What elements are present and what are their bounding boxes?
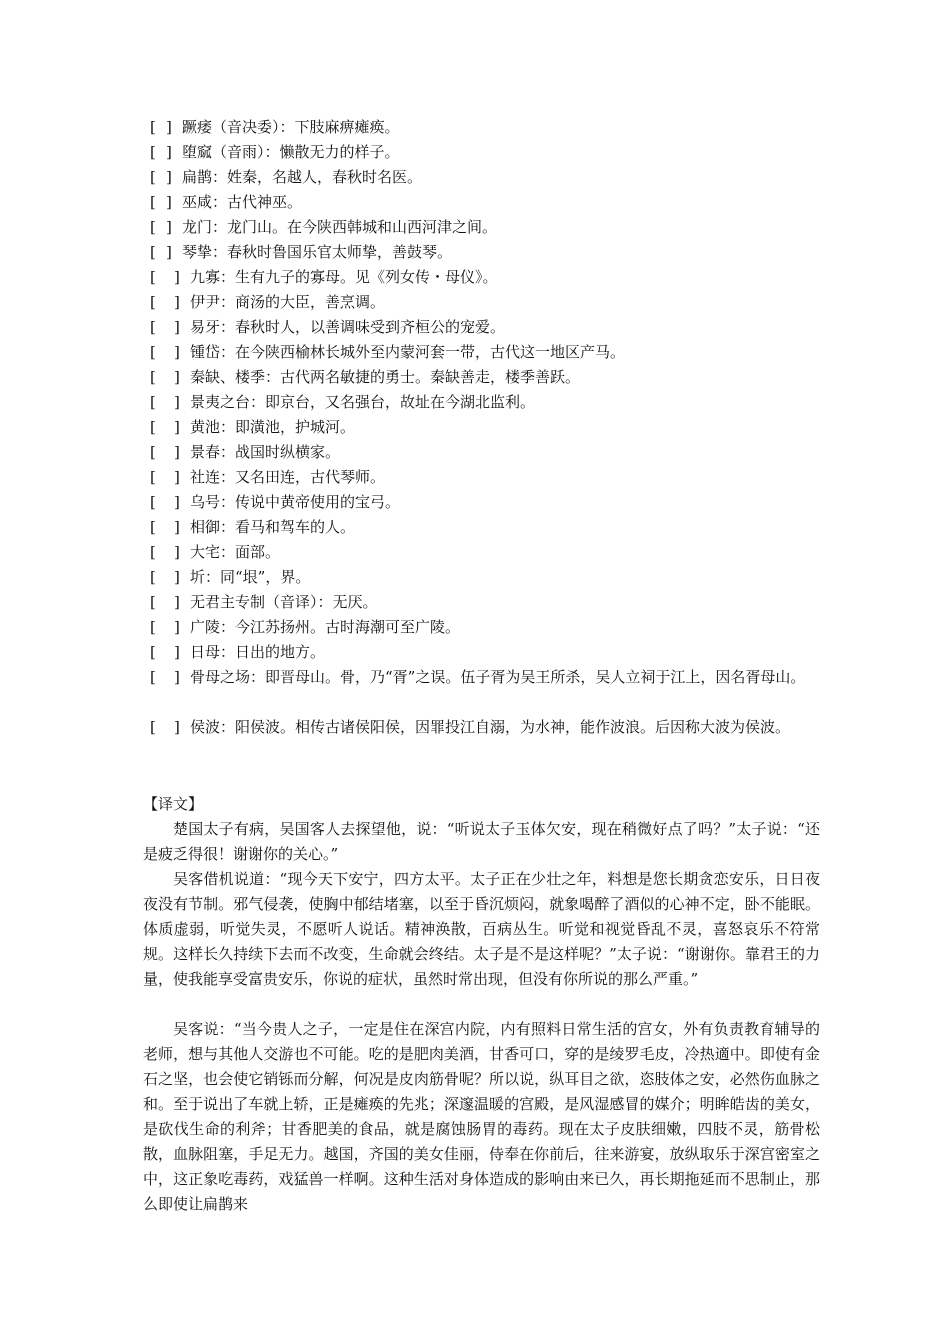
note-text: 广陵：今江苏扬州。古时海潮可至广陵。 bbox=[190, 618, 461, 636]
note-item: [ ] 景春：战国时纵横家。 bbox=[150, 443, 341, 461]
note-item: [ ] 大宅：面部。 bbox=[150, 543, 281, 561]
note-item: [ ] 骨母之场：即晋母山。骨，乃“胥”之误。伍子胥为吴王所杀，吴人立祠于江上，因名胥母山。 bbox=[150, 668, 806, 686]
note-item: [ ] 巫咸：古代神巫。 bbox=[150, 193, 303, 211]
paragraph: 吴客借机说道：“现今天下安宁，四方太平。太子正在少壮之年，料想是您长期贪恋安乐，日日夜夜没有节制。邪气侵袭，使胸中郁结堵塞，以至于昏沉烦闷，就象喝醉了酒似的心神不定，卧不能眠。体质虚弱，听觉失灵，不愿听人说话。精神涣散，百病丛生。听觉和视觉昏乱不灵，喜怒哀乐不符常规。这样长久持续下去而不改变，生命就会终结。太子是不是这样呢？”太子说：“谢谢你。靠君王的力量，使我能享受富贵安乐，你说的症状，虽然时常出现，但没有你所说的那么严重。” bbox=[143, 870, 820, 988]
note-text: 龙门：龙门山。在今陕西韩城和山西河津之间。 bbox=[182, 218, 498, 236]
note-item: [ ] 侯波：阳侯波。相传古诸侯阳侯，因罪投江自溺，为水神，能作波浪。后因称大波为侯波。 bbox=[150, 718, 791, 736]
note-text: 扁鹊：姓秦，名越人，春秋时名医。 bbox=[182, 168, 423, 186]
note-item: [ ] 琴挚：春秋时鲁国乐官太师挚，善鼓琴。 bbox=[150, 243, 453, 261]
note-text: 日母：日出的地方。 bbox=[190, 643, 326, 661]
note-text: 琴挚：春秋时鲁国乐官太师挚，善鼓琴。 bbox=[182, 243, 453, 261]
note-item: [ ] 景夷之台：即京台，又名强台，故址在今湖北监利。 bbox=[150, 393, 536, 411]
note-item: [ ] 广陵：今江苏扬州。古时海潮可至广陵。 bbox=[150, 618, 461, 636]
note-item: [ ] 伊尹：商汤的大臣，善烹调。 bbox=[150, 293, 386, 311]
note-text: 骨母之场：即晋母山。骨，乃“胥”之误。伍子胥为吴王所杀，吴人立祠于江上，因名胥母山。 bbox=[190, 668, 806, 686]
note-text: 锺岱：在今陕西榆林长城外至内蒙河套一带，古代这一地区产马。 bbox=[190, 343, 626, 361]
paragraph: 楚国太子有病，吴国客人去探望他，说：“听说太子玉体欠安，现在稍微好点了吗？”太子说：“还是疲乏得很！谢谢你的关心。” bbox=[143, 820, 820, 863]
note-item: [ ] 扁鹊：姓秦，名越人，春秋时名医。 bbox=[150, 168, 423, 186]
note-text: 无君主专制（音译）：无厌。 bbox=[190, 593, 378, 611]
note-text: 侯波：阳侯波。相传古诸侯阳侯，因罪投江自溺，为水神，能作波浪。后因称大波为侯波。 bbox=[190, 718, 791, 736]
paragraph: 吴客说：“当今贵人之子，一定是住在深宫内院，内有照料日常生活的宫女，外有负责教育辅导的老师，想与其他人交游也不可能。吃的是肥肉美酒，甘香可口，穿的是绫罗毛皮，冷热適中。即使有金石之坚，也会使它销铄而分解，何况是皮肉筋骨呢？所以说，纵耳目之欲，恣肢体之安，必然伤血脉之和。至于说出了车就上轿，正是瘫痪的先兆；深邃温暖的宫殿，是风湿感冒的媒介；明眸皓齿的美女，是砍伐生命的利斧；甘香肥美的食品，就是腐蚀肠胃的毒药。现在太子皮肤细嫩，四肢不灵，筋骨松散，血脉阻塞，手足无力。越国，齐国的美女佳丽，侍奉在你前后，往来游宴，放纵取乐于深宫密室之中，这正象吃毒药，戏猛兽一样啊。这种生活对身体造成的影响由来已久，再长期拖延而不思制止，那么即使让扁鹊来 bbox=[143, 1020, 820, 1213]
note-text: 景春：战国时纵横家。 bbox=[190, 443, 341, 461]
note-text: 景夷之台：即京台，又名强台，故址在今湖北监利。 bbox=[190, 393, 536, 411]
note-text: 大宅：面部。 bbox=[190, 543, 281, 561]
note-text: 九寡：生有九子的寡母。见《列女传・母仪》。 bbox=[190, 268, 498, 286]
note-item: [ ] 相御：看马和驾车的人。 bbox=[150, 518, 356, 536]
note-item: [ ] 锺岱：在今陕西榆林长城外至内蒙河套一带，古代这一地区产马。 bbox=[150, 343, 626, 361]
note-item: [ ] 黄池：即潢池，护城河。 bbox=[150, 418, 356, 436]
note-text: 巫咸：古代神巫。 bbox=[182, 193, 303, 211]
note-item: [ ] 堕窳（音雨）：懒散无力的样子。 bbox=[150, 143, 400, 161]
note-text: 黄池：即潢池，护城河。 bbox=[190, 418, 356, 436]
note-item: [ ] 龙门：龙门山。在今陕西韩城和山西河津之间。 bbox=[150, 218, 498, 236]
section-heading: 【译文】 bbox=[143, 795, 204, 813]
note-text: 堕窳（音雨）：懒散无力的样子。 bbox=[182, 143, 400, 161]
note-text: 乌号：传说中黄帝使用的宝弓。 bbox=[190, 493, 401, 511]
note-item: [ ] 秦缺、楼季：古代两名敏捷的勇士。秦缺善走，楼季善跃。 bbox=[150, 368, 581, 386]
note-text: 社连：又名田连，古代琴师。 bbox=[190, 468, 386, 486]
note-text: 易牙：春秋时人，以善调味受到齐桓公的宠爱。 bbox=[190, 318, 506, 336]
note-item: [ ] 九寡：生有九子的寡母。见《列女传・母仪》。 bbox=[150, 268, 498, 286]
note-item: [ ] 蹶痿（音决委）：下肢麻痹瘫痪。 bbox=[150, 118, 400, 136]
note-item: [ ] 无君主专制（音译）：无厌。 bbox=[150, 593, 378, 611]
note-text: 圻：同“垠”，界。 bbox=[190, 568, 311, 586]
note-text: 相御：看马和驾车的人。 bbox=[190, 518, 356, 536]
note-text: 蹶痿（音决委）：下肢麻痹瘫痪。 bbox=[182, 118, 400, 136]
note-item: [ ] 易牙：春秋时人，以善调味受到齐桓公的宠爱。 bbox=[150, 318, 506, 336]
note-item: [ ] 乌号：传说中黄帝使用的宝弓。 bbox=[150, 493, 401, 511]
note-text: 秦缺、楼季：古代两名敏捷的勇士。秦缺善走，楼季善跃。 bbox=[190, 368, 581, 386]
note-item: [ ] 社连：又名田连，古代琴师。 bbox=[150, 468, 386, 486]
note-item: [ ] 日母：日出的地方。 bbox=[150, 643, 326, 661]
note-text: 伊尹：商汤的大臣，善烹调。 bbox=[190, 293, 386, 311]
note-item: [ ] 圻：同“垠”，界。 bbox=[150, 568, 311, 586]
